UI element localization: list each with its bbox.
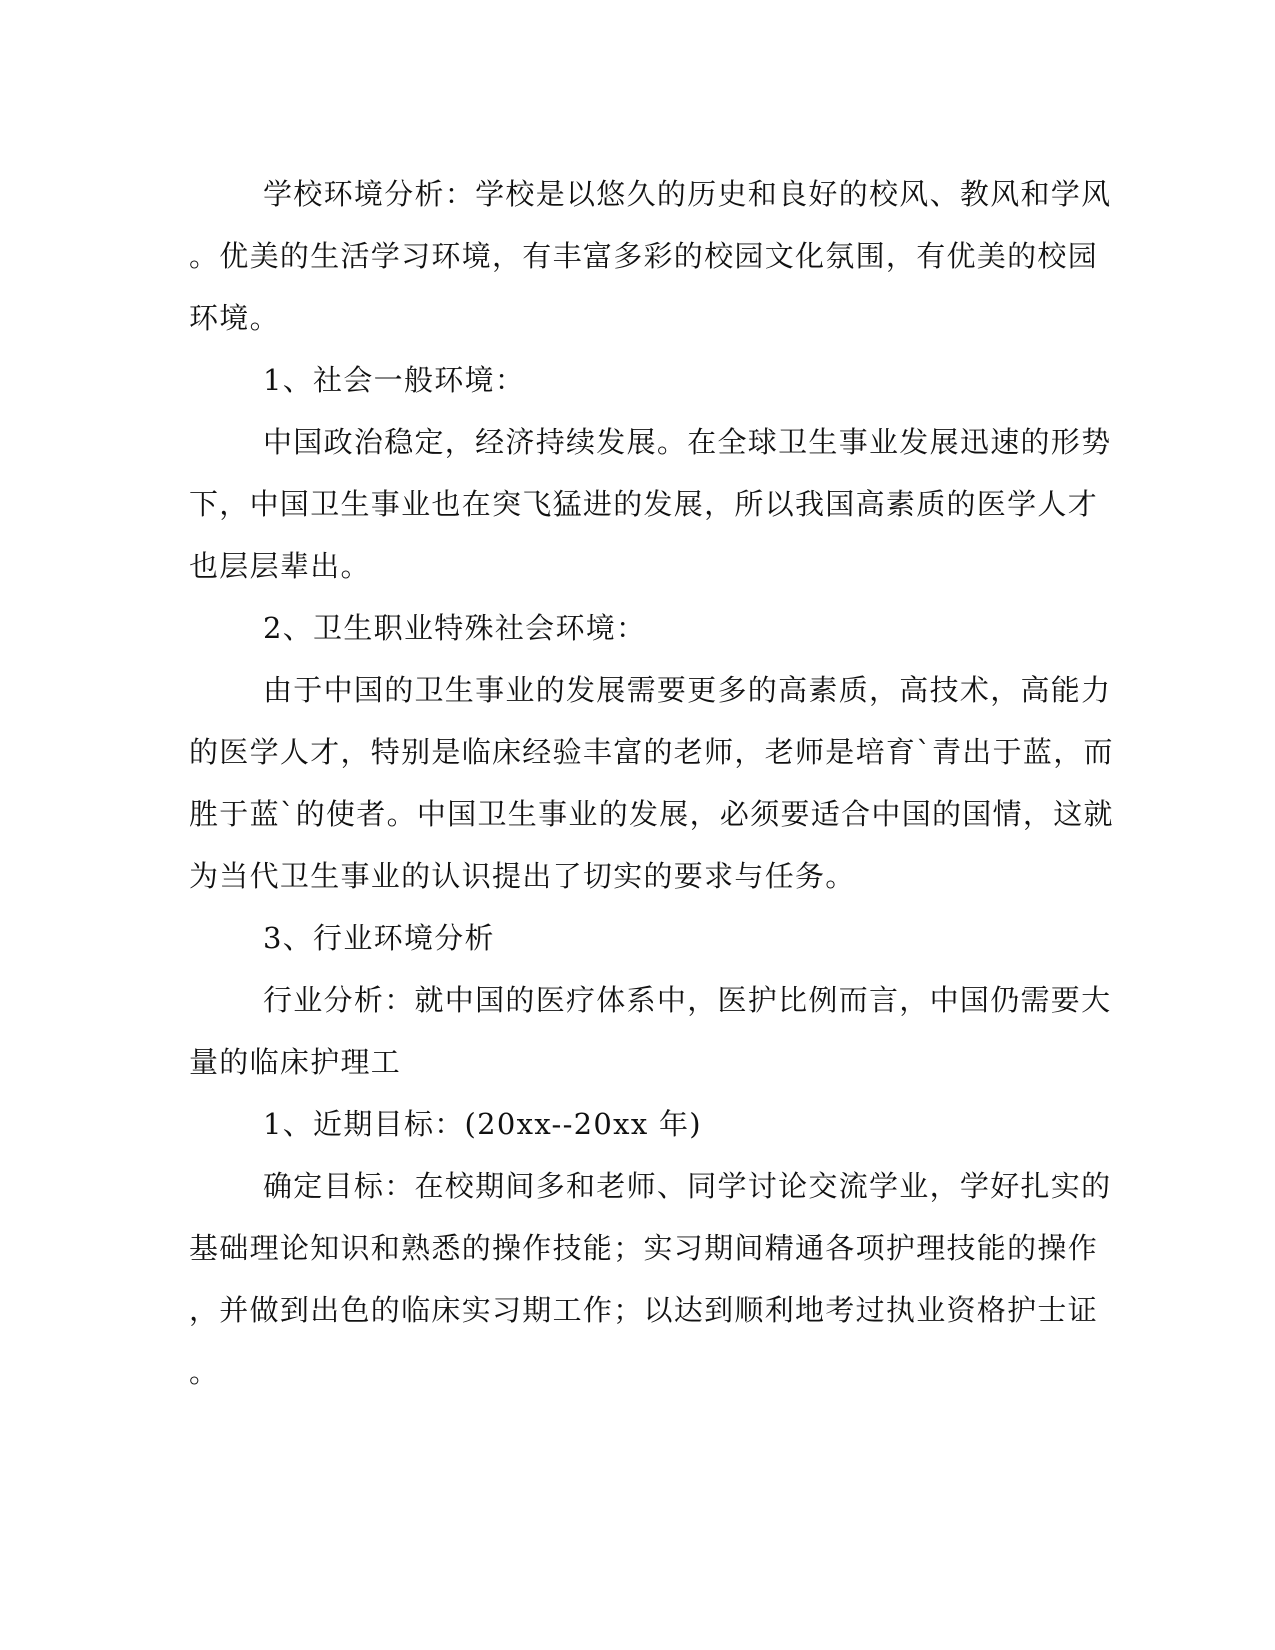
- paragraph-line: 也层层辈出。: [189, 549, 371, 583]
- paragraph-line: 量的临床护理工: [189, 1045, 402, 1079]
- section-heading: 2、卫生职业特殊社会环境：: [263, 611, 647, 645]
- paragraph-line: 学校环境分析：学校是以悠久的历史和良好的校风、教风和学风: [263, 177, 1112, 211]
- paragraph-line: 环境。: [189, 301, 280, 335]
- section-heading: 3、行业环境分析: [263, 921, 495, 955]
- paragraph-line: 。: [189, 1355, 220, 1389]
- paragraph-line: 确定目标：在校期间多和老师、同学讨论交流学业，学好扎实的: [263, 1169, 1112, 1203]
- paragraph-line: 下，中国卫生事业也在突飞猛进的发展，所以我国高素质的医学人才: [189, 487, 1099, 521]
- paragraph-line: 胜于蓝`的使者。中国卫生事业的发展，必须要适合中国的国情，这就: [189, 797, 1114, 831]
- paragraph-line: 的医学人才，特别是临床经验丰富的老师，老师是培育`青出于蓝，而: [189, 735, 1114, 769]
- document-body: [189, 163, 1114, 1403]
- section-heading: 1、社会一般环境：: [263, 363, 526, 397]
- paragraph-line: 由于中国的卫生事业的发展需要更多的高素质，高技术，高能力: [263, 673, 1112, 707]
- paragraph-line: 。优美的生活学习环境，有丰富多彩的校园文化氛围，有优美的校园: [189, 239, 1099, 273]
- paragraph-line: 中国政治稳定，经济持续发展。在全球卫生事业发展迅速的形势: [263, 425, 1112, 459]
- paragraph-line: 行业分析：就中国的医疗体系中，医护比例而言，中国仍需要大: [263, 983, 1112, 1017]
- paragraph-line: 基础理论知识和熟悉的操作技能；实习期间精通各项护理技能的操作: [189, 1231, 1099, 1265]
- paragraph-line: 为当代卫生事业的认识提出了切实的要求与任务。: [189, 859, 856, 893]
- paragraph-line: ，并做到出色的临床实习期工作；以达到顺利地考过执业资格护士证: [189, 1293, 1099, 1327]
- section-heading: 1、近期目标：(20xx--20xx 年): [263, 1107, 702, 1141]
